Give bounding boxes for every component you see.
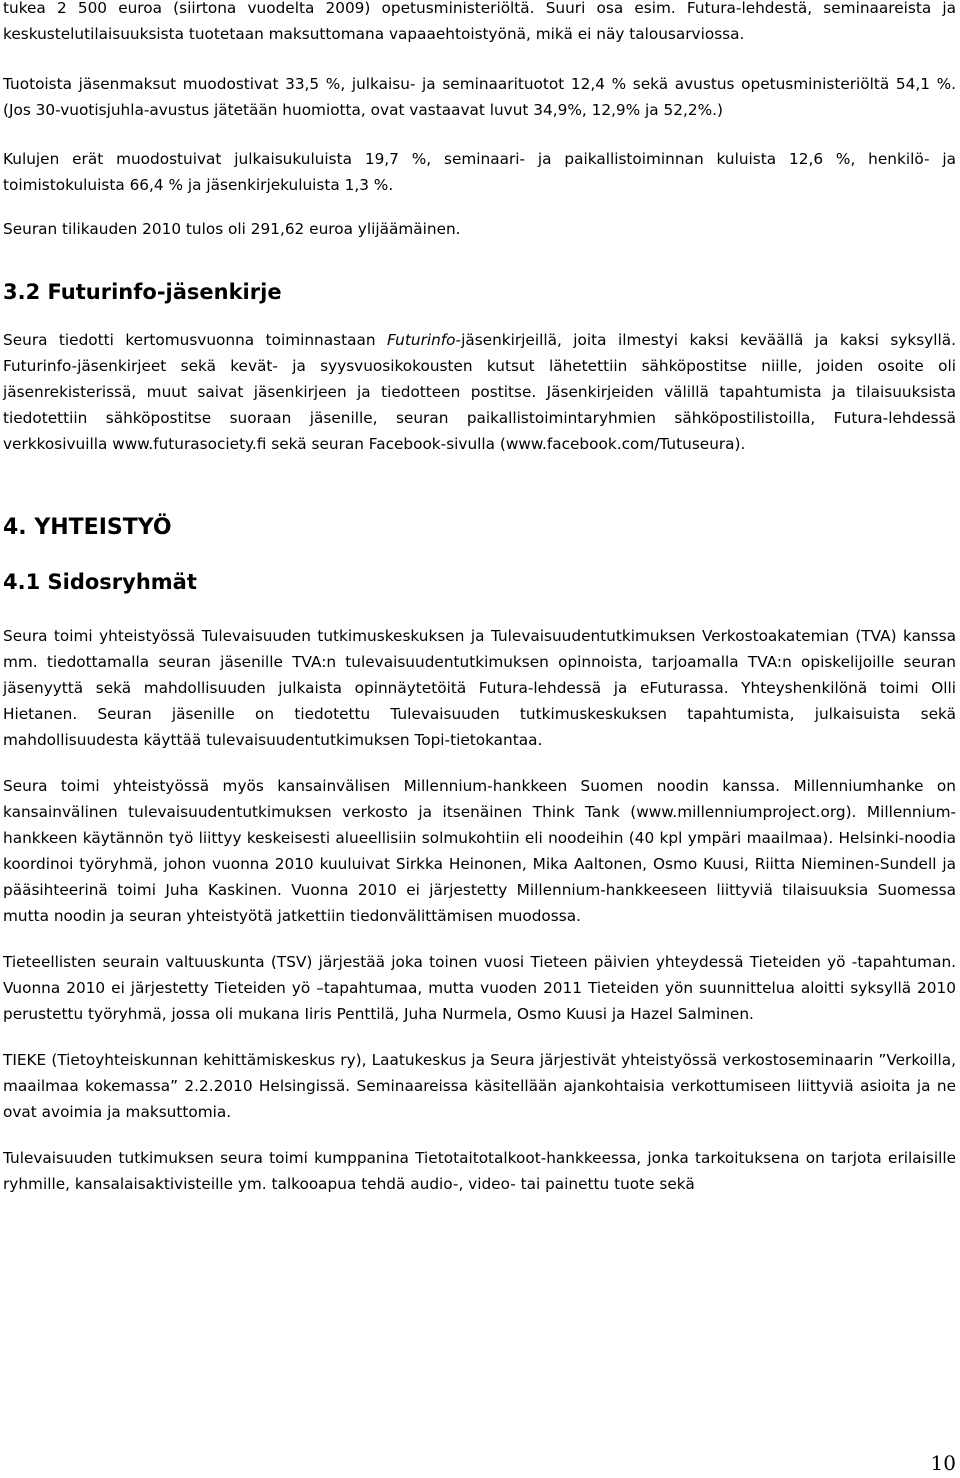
chapter-heading-4: 4. YHTEISTYÖ [3, 515, 172, 540]
paragraph-futurinfo [3, 327, 956, 457]
paragraph-result: Seuran tilikauden 2010 tulos oli 291,62 euroa ylijäämäinen. [3, 220, 461, 238]
paragraph-millennium: Seura toimi yhteistyössä myös kansainvälisen Millennium-hankkeen Suomen noodin kanssa. Millenniumhanke on kansainvälinen tulevaisuudentutkimuksen verkosto ja itsenäinen Think Tank (www.millenniumproject.org). Millennium-hankkeen käytännön työ liittyy keskeisesti alueellisiin solmukohtiin eli noodeihin (40 kpl ympäri maailmaa). Helsinki-noodia koordinoi työryhmä, johon vuonna 2010 kuuluivat Sirkka Heinonen, Mika Aaltonen, Osmo Kuusi, Riitta Nieminen-Sundell ja pääsihteerinä toimi Juha Kaskinen. Vuonna 2010 ei järjestetty Millennium-hankkeeseen liittyviä tilaisuuksia Suomessa mutta noodin ja seuran yhteistyötä jatkettiin tiedonvälittämisen muodossa. [3, 777, 956, 925]
paragraph-funding-intro: tukea 2 500 euroa (siirtona vuodelta 2009) opetusministeriöltä. Suuri osa esim. Futura-lehdestä, seminaareista ja keskustelutilaisuuksista tuotetaan maksuttomana vapaaehtoistyönä, mikä ei näy talousarviossa. [3, 0, 956, 43]
paragraph-expense-breakdown: Kulujen erät muodostuivat julkaisukuluista 19,7 %, seminaari- ja paikallistoiminnan kuluista 12,6 %, henkilö- ja toimistokuluista 66,4 % ja jäsenkirjekuluista 1,3 %. [3, 150, 956, 194]
futurinfo-text-rest: -jäsenkirjeillä, joita ilmestyi kaksi keväällä ja kaksi syksyllä. Futurinfo-jäsenkirjeet sekä kevät- ja syysvuosikokousten kutsut lähetettiin sähköpostitse niille, joiden osoite oli jäsenrekisterissä, muut saivat jäsenkirjeen ja tiedotteen postitse. Jäsenkirjeiden välillä tapahtumista ja tilaisuuksista tiedotettiin sähköpostitse suoraan jäsenille, seuran paikallistoimintaryhmien sähköpostilistoilla, Futura-lehdessä verkkosivuilla www.futurasociety.fi sekä seuran Facebook-sivulla (www.facebook.com/Tutuseura). [3, 331, 957, 453]
futurinfo-text-start: Seura tiedotti kertomusvuonna toiminnastaan [3, 331, 387, 349]
futurinfo-emphasis: Futurinfo [387, 331, 456, 349]
paragraph-tieke: TIEKE (Tietoyhteiskunnan kehittämiskeskus ry), Laatukeskus ja Seura järjestivät yhteistyössä verkostoseminaarin ”Verkoilla, maailmaa kokemassa” 2.2.2010 Helsingissä. Seminaareissa käsitellään ajankohtaisia verkottumiseen liittyviä asioita ja ne ovat avoimia ja maksuttomia. [3, 1051, 956, 1121]
section-heading-3-2: 3.2 Futurinfo-jäsenkirje [3, 280, 282, 304]
paragraph-tsv: Tieteellisten seurain valtuuskunta (TSV) järjestää joka toinen vuosi Tieteen päivien yhteydessä Tieteiden yö -tapahtuman. Vuonna 2010 ei järjestetty Tieteiden yö –tapahtumaa, mutta vuoden 2011 Tieteiden yön suunnittelua aloitti syksyllä 2010 perustettu työryhmä, jossa oli mukana Iiris Penttilä, Juha Nurmela, Osmo Kuusi ja Hazel Salminen. [3, 953, 956, 1023]
document-page [3, 0, 956, 1197]
section-heading-4-1: 4.1 Sidosryhmät [3, 570, 197, 594]
page-number: 10 [930, 1451, 956, 1475]
paragraph-tva-cooperation: Seura toimi yhteistyössä Tulevaisuuden tutkimuskeskuksen ja Tulevaisuudentutkimuksen Verkostoakatemian (TVA) kanssa mm. tiedottamalla seuran jäsenille TVA:n tulevaisuudentutkimuksen opinnoista, tarjoamalla TVA:n opiskelijoille seuran jäsenyyttä sekä mahdollisuuden julkaista opinnäytetöitä Futura-lehdessä ja eFuturassa. Yhteyshenkilönä toimi Olli Hietanen. Seuran jäsenille on tiedotettu Tulevaisuuden tutkimuskeskuksen tapahtumista, julkaisuista sekä mahdollisuudesta käyttää tulevaisuudentutkimuksen Topi-tietokantaa. [3, 627, 956, 749]
paragraph-tietotaitotalkoot: Tulevaisuuden tutkimuksen seura toimi kumppanina Tietotaitotalkoot-hankkeessa, jonka tarkoituksena on tarjota erilaisille ryhmille, kansalaisaktivisteille ym. talkooapua tehdä audio-, video- tai painettu tuote sekä [3, 1149, 956, 1193]
paragraph-income-breakdown: Tuotoista jäsenmaksut muodostivat 33,5 %, julkaisu- ja seminaarituotot 12,4 % sekä avustus opetusministeriöltä 54,1 %. (Jos 30-vuotisjuhla-avustus jätetään huomiotta, ovat vastaavat luvut 34,9%, 12,9% ja 52,2%.) [3, 75, 956, 119]
